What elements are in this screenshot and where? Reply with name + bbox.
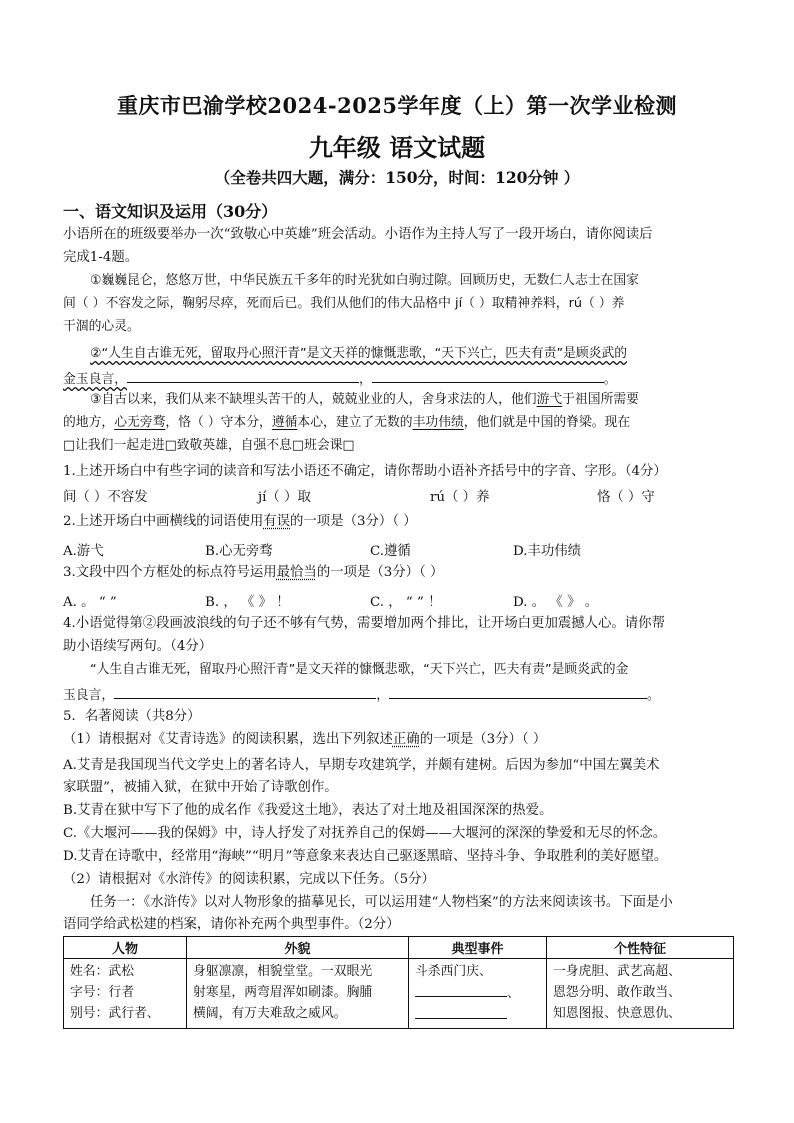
q5-sub1-stem xyxy=(63,731,735,749)
q4-quote-line-1: “人生自古谁无死，留取丹心照汗青”是文天祥的慷慨悲歌，“天下兴亡，匹夫有责”是顾炎武的金 xyxy=(90,662,629,677)
trait-line: 一身虎胆、武艺高超、 xyxy=(553,964,681,979)
q5-task1-line-1: 任务一：《水浒传》以对人物形象的描摹见长，可以运用建“人物档案”的方法来阅读该书。下面是小 xyxy=(90,895,673,910)
passage-p3-line-3: □让我们一起走进□致敬英雄，自强不息□班会课□ xyxy=(63,438,355,453)
q2-emphasis: 有误 xyxy=(263,514,291,529)
q5-option-a-line-2[interactable]: 家联盟”，被捕入狱，在狱中开始了诗歌创作。 xyxy=(63,780,338,795)
cell-events xyxy=(409,959,547,1029)
character-archive-table xyxy=(63,936,734,1029)
passage-text: ③自古以来，我们从来不缺埋头苦干的人，兢兢业业的人，舍身求法的人，他们 xyxy=(90,392,537,407)
answer-blank[interactable] xyxy=(127,368,359,383)
section-heading: 一、语文知识及运用（30分） xyxy=(63,202,278,221)
passage-text: 的地方， xyxy=(63,415,115,430)
passage-p1-line-1: ①巍巍昆仑，悠悠万世，中华民族五千多年的时光犹如白驹过隙。回顾历史，无数仁人志士在国家 xyxy=(90,273,639,288)
q3-option-a[interactable]: A. 。 “ ” xyxy=(63,595,117,610)
q5-task1-line-2: 语同学给武松建的档案，请你补充两个典型事件。（2分） xyxy=(63,917,400,932)
trait-line: 恩怨分明、敢作敢当、 xyxy=(553,985,681,1000)
passage-text: ，恪（ ）守本分， xyxy=(165,415,272,430)
intro-line-2: 完成1-4题。 xyxy=(63,250,139,265)
event-separator: 、 xyxy=(507,986,520,1001)
q2-stem xyxy=(63,513,735,531)
cell-looks xyxy=(187,959,409,1029)
header-person: 人物 xyxy=(64,937,187,959)
q4-stem-line-2: 助小语续写两句。（4分） xyxy=(63,639,213,654)
q3-option-d[interactable]: D. 。 《 》 。 xyxy=(513,595,599,610)
looks-line: 射寒星，两弯眉浑如刷漆。胸脯 xyxy=(193,985,373,1000)
q5-sub2-stem: （2）请根据对《水浒传》的阅读积累，完成以下任务。（5分） xyxy=(63,872,435,887)
exam-title: 重庆市巴渝学校2024-2025学年度（上）第一次学业检测 xyxy=(116,93,678,118)
passage-p3-line-2 xyxy=(63,414,735,432)
q1-item-1: 间（ ）不容发 xyxy=(63,490,148,505)
intro-line-1: 小语所在的班级要举办一次“致敬心中英雄”班会活动。小语作为主持人写了一段开场白，请你阅读后 xyxy=(63,227,653,242)
q3-emphasis: 最恰当 xyxy=(276,565,317,580)
q5-option-d[interactable]: D.艾青在诗歌中，经常用“海峡”“明月”等意象来表达自己驱逐黑暗、坚持斗争、争取胜利的美好愿望。 xyxy=(63,849,668,864)
cell-traits xyxy=(547,959,734,1029)
underlined-word: 心无旁骛 xyxy=(114,415,166,430)
header-traits: 个性特征 xyxy=(547,937,734,959)
q2-stem-text: 的一项是（3分）（ ） xyxy=(290,514,417,529)
q1-item-4: 恪（ ）守 xyxy=(597,490,655,505)
header-events: 典型事件 xyxy=(409,937,547,959)
passage-p1-line-3: 干涸的心灵。 xyxy=(63,319,140,334)
cell-person xyxy=(64,959,187,1029)
answer-blank[interactable] xyxy=(389,684,647,699)
exam-subtitle: 九年级 语文试题 xyxy=(308,133,486,162)
q4-quote-prefix: 玉良言， xyxy=(63,688,115,703)
table-row xyxy=(64,959,734,1029)
q5-option-c[interactable]: C.《大堰河——我的保姆》中，诗人抒发了对抚养自己的保姆——大堰河的深深的挚爱和无尽的怀念。 xyxy=(63,826,667,841)
q2-option-d[interactable]: D.丰功伟绩 xyxy=(513,544,582,559)
q4-stem-line-1: 4.小语觉得第②段画波浪线的句子还不够有气势，需要增加两个排比，让开场白更加震撼人心。请你帮 xyxy=(63,616,665,631)
q1-item-3: rú（ ）养 xyxy=(430,490,490,505)
q1-stem: 1.上述开场白中有些字词的读音和写法小语还不确定，请你帮助小语补齐括号中的字音、字形。（4分） xyxy=(63,464,667,479)
q5-heading: 5．名著阅读（共8分） xyxy=(63,709,201,724)
q5-option-a-line-1[interactable]: A.艾青是我国现当代文学史上的著名诗人，早期专攻建筑学，并颇有建树。后因为参加“中国左翼美术 xyxy=(63,758,660,773)
q2-stem-text: 2.上述开场白中画横线的词语使用 xyxy=(63,514,264,529)
q3-stem-text: 3.文段中四个方框处的标点符号运用 xyxy=(63,565,277,580)
exam-info: （全卷共四大题，满分：150分，时间：120分钟 ） xyxy=(214,168,580,187)
q3-stem xyxy=(63,564,735,582)
underlined-word: 丰功伟绩 xyxy=(412,415,464,430)
q5-emphasis: 正确 xyxy=(392,732,420,747)
passage-text: 本心，建立了无数的 xyxy=(297,415,413,430)
answer-blank[interactable] xyxy=(372,368,604,383)
passage-p2-prefix: 金玉良言， xyxy=(63,372,127,387)
header-looks: 外貌 xyxy=(187,937,409,959)
looks-line: 横阔，有万夫难敌之威风。 xyxy=(193,1006,347,1021)
q5-stem-text: （1）请根据对《艾青诗选》的阅读积累，选出下列叙述 xyxy=(63,732,393,747)
looks-line: 身躯凛凛，相貌堂堂。一双眼光 xyxy=(193,964,373,979)
q5-option-b[interactable]: B.艾青在狱中写下了他的成名作《我爱这土地》，表达了对土地及祖国深深的热爱。 xyxy=(63,803,553,818)
passage-text: ，他们就是中国的脊梁。现在 xyxy=(463,415,631,430)
answer-blank[interactable] xyxy=(114,684,376,699)
q2-option-a[interactable]: A.游弋 xyxy=(63,544,104,559)
passage-p2-line-2: 金玉良言， ， 。 xyxy=(63,368,735,389)
underlined-word: 遵循 xyxy=(271,415,298,430)
passage-p2-line-1: ②“人生自古谁无死，留取丹心照汗青”是文天祥的慷慨悲歌，“天下兴亡，匹夫有责”是顾炎武的 xyxy=(90,346,628,361)
event-blank[interactable] xyxy=(415,1004,507,1019)
q2-option-b[interactable]: B.心无旁骛 xyxy=(205,544,273,559)
q5-stem-text: 的一项是（3分）（ ） xyxy=(419,732,547,747)
q3-option-c[interactable]: C. ， “ ” ！ xyxy=(370,595,442,610)
passage-text: 于祖国所需要 xyxy=(562,392,639,407)
q3-option-b[interactable]: B. ， 《 》 ！ xyxy=(205,595,290,610)
person-alias: 别号：武行者、 xyxy=(70,1006,160,1021)
table-header-row xyxy=(64,937,734,959)
q1-item-2: jí（ ）取 xyxy=(258,490,311,505)
passage-p1-line-2: 间（ ）不容发之际，鞠躬尽瘁，死而后已。我们从他们的伟大品格中 jí（ ）取精神养料，rú（ ）养 xyxy=(63,296,625,311)
person-name: 姓名：武松 xyxy=(70,964,134,979)
q3-stem-text: 的一项是（3分）（ ） xyxy=(316,565,444,580)
event-known: 斗杀西门庆、 xyxy=(415,964,492,979)
passage-p3-line-1 xyxy=(90,391,735,409)
event-blank[interactable] xyxy=(415,982,507,997)
trait-line: 知恩图报、快意恩仇、 xyxy=(553,1006,681,1021)
person-courtesy: 字号：行者 xyxy=(70,985,134,1000)
underlined-word: 游弋 xyxy=(536,392,563,407)
q2-option-c[interactable]: C.遵循 xyxy=(370,544,411,559)
q4-quote-line-2: 玉良言， ， 。 xyxy=(63,684,735,705)
